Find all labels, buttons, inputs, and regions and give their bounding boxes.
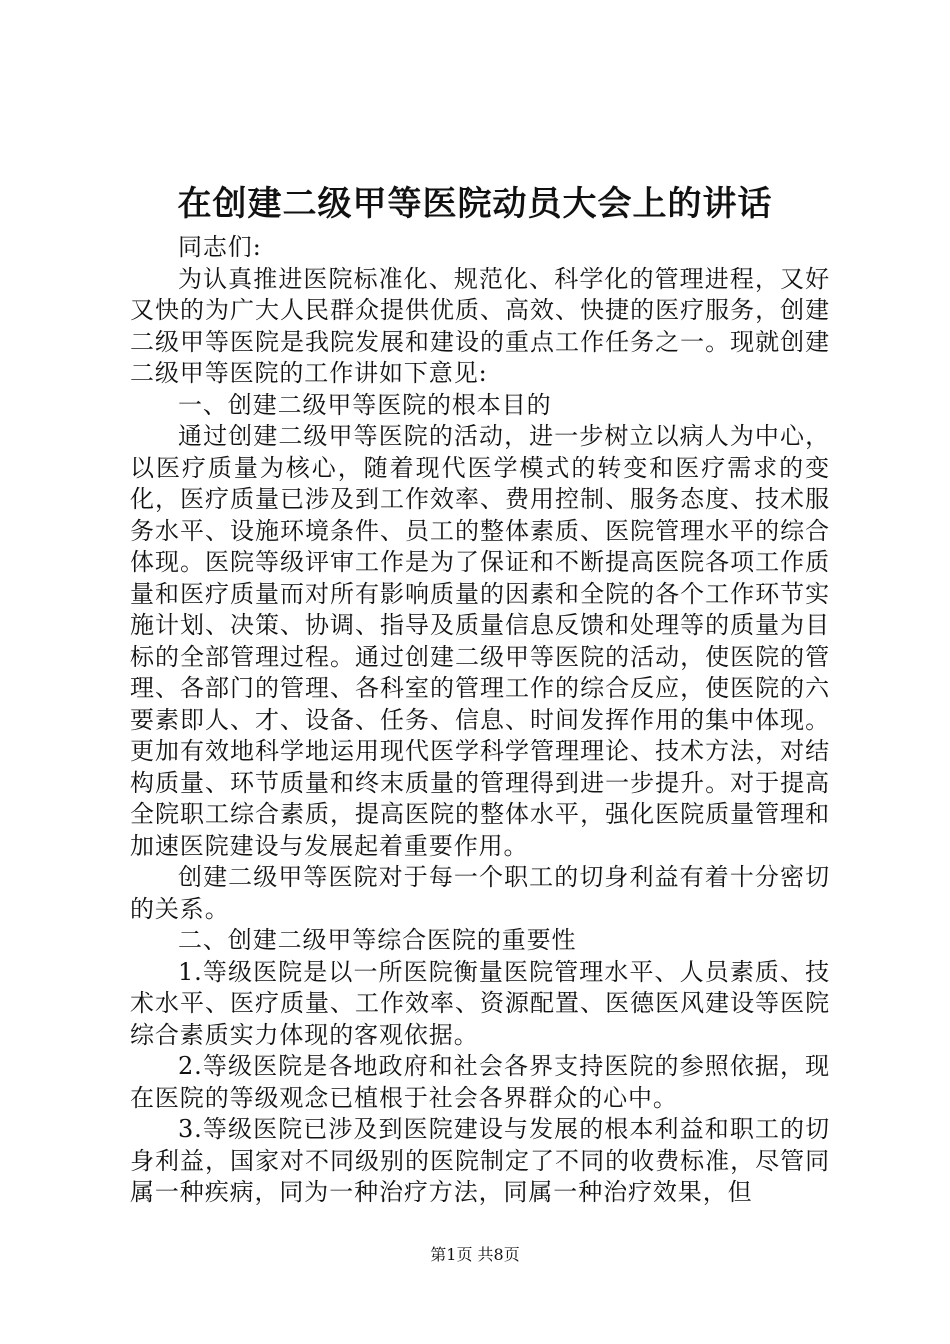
page-indicator: 第1页 共8页 <box>430 1245 520 1264</box>
body-paragraph: 通过创建二级甲等医院的活动，进一步树立以病人为中心，以医疗质量为核心，随着现代医学模式的转变和医疗需求的变化，医疗质量已涉及到工作效率、费用控制、服务态度、技术服务水平、设施环境条件、员工的整体素质、医院管理水平的综合体现。医院等级评审工作是为了保证和不断提高医院各项工作质量和医疗质量而对所有影响质量的因素和全院的各个工作环节实施计划、决策、协调、指导及质量信息反馈和处理等的质量为目标的全部管理过程。通过创建二级甲等医院的活动，使医院的管理、各部门的管理、各科室的管理工作的综合反应，使医院的六要素即人、才、设备、任务、信息、时间发挥作用的集中体现。更加有效地科学地运用现代医学科学管理理论、技术方法，对结构质量、环节质量和终末质量的管理得到进一步提升。对于提高全院职工综合素质，提高医院的整体水平，强化医院质量管理和加速医院建设与发展起着重要作用。 <box>130 422 830 860</box>
list-item-3: 3.等级医院已涉及到医院建设与发展的根本利益和职工的切身利益，国家对不同级别的医院制定了不同的收费标准，尽管同属一种疾病，同为一种治疗方法，同属一种治疗效果，但 <box>130 1115 830 1206</box>
list-item-2: 2.等级医院是各地政府和社会各界支持医院的参照依据，现在医院的等级观念已植根于社会各界群众的心中。 <box>130 1052 830 1112</box>
section-heading-2: 二、创建二级甲等综合医院的重要性 <box>178 926 577 954</box>
document-title: 在创建二级甲等医院动员大会上的讲话 <box>177 184 773 224</box>
salutation: 同志们: <box>178 233 262 261</box>
section-heading-1: 一、创建二级甲等医院的根本目的 <box>178 390 552 419</box>
document-body <box>130 232 830 1209</box>
body-paragraph: 创建二级甲等医院对于每一个职工的切身利益有着十分密切的关系。 <box>130 863 830 923</box>
intro-paragraph: 为认真推进医院标准化、规范化、科学化的管理进程，又好又快的为广大人民群众提供优质、高效、快捷的医疗服务，创建二级甲等医院是我院发展和建设的重点工作任务之一。现就创建二级甲等医院的工作讲如下意见: <box>130 264 830 387</box>
list-item-1: 1.等级医院是以一所医院衡量医院管理水平、人员素质、技术水平、医疗质量、工作效率、资源配置、医德医风建设等医院综合素质实力体现的客观依据。 <box>130 957 830 1049</box>
